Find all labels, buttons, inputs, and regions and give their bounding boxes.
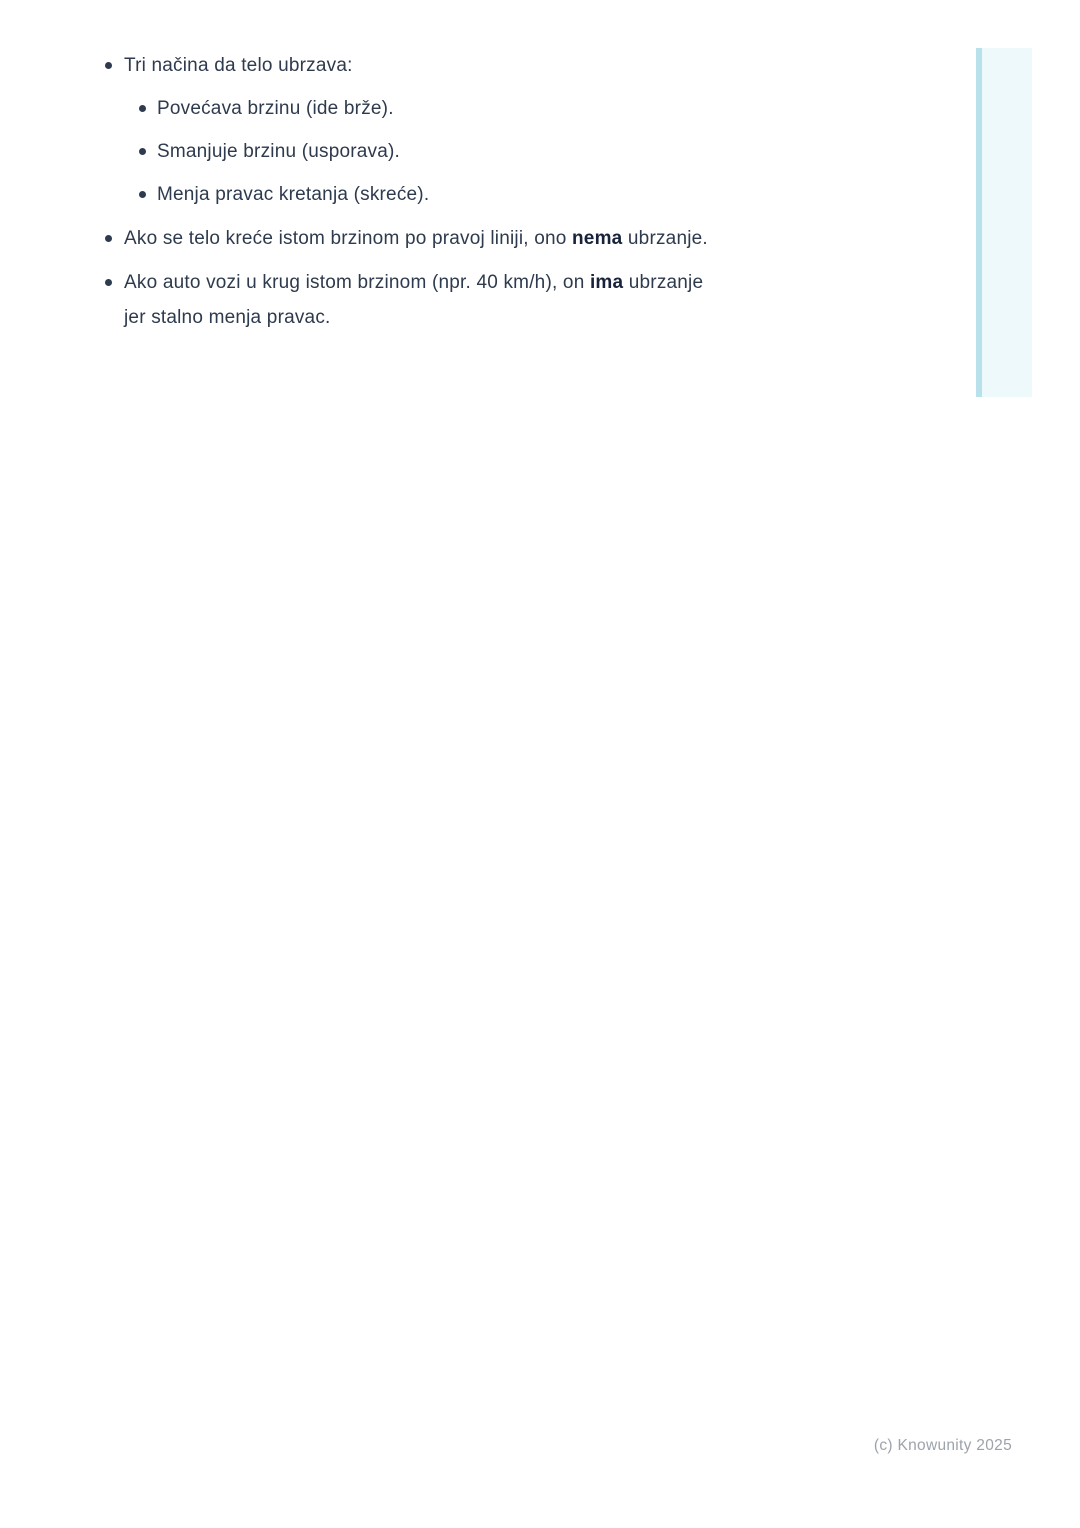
bullet-icon (139, 148, 146, 155)
list-item-change-direction (137, 177, 903, 212)
sub-list (137, 91, 903, 212)
list-item-text-suffix: ubrzanje (623, 272, 704, 293)
list-item-text-prefix: Ako auto vozi u krug istom brzinom (npr. 40 km/h), on (124, 272, 590, 293)
list-item-decrease-speed (137, 134, 903, 169)
list-item-increase-speed (137, 91, 903, 126)
bullet-icon (105, 62, 112, 69)
notes-content (103, 48, 903, 335)
bullet-icon (105, 235, 112, 242)
list-item-text-prefix: Ako se telo kreće istom brzinom po pravoj liniji, ono (124, 228, 572, 249)
list-item-text: Tri načina da telo ubrzava: (124, 55, 353, 76)
bold-word-nema: nema (572, 228, 623, 249)
bullet-icon (105, 279, 112, 286)
bullet-icon (139, 191, 146, 198)
list-item-three-ways (103, 48, 903, 212)
list-item-no-acceleration (103, 221, 903, 256)
list-item-text-suffix: ubrzanje. (622, 228, 708, 249)
highlight-bar (976, 48, 1032, 397)
list-item-text: Menja pravac kretanja (skreće). (157, 184, 430, 205)
bullet-icon (139, 105, 146, 112)
list-item-has-acceleration (103, 265, 903, 335)
list-item-text: Smanjuje brzinu (usporava). (157, 141, 401, 162)
copyright-text: (c) Knowunity 2025 (873, 1437, 1012, 1454)
list-item-text-line2: jer stalno menja pravac. (124, 307, 331, 328)
bold-word-ima: ima (589, 272, 624, 293)
list-item-text: Povećava brzinu (ide brže). (157, 98, 394, 119)
